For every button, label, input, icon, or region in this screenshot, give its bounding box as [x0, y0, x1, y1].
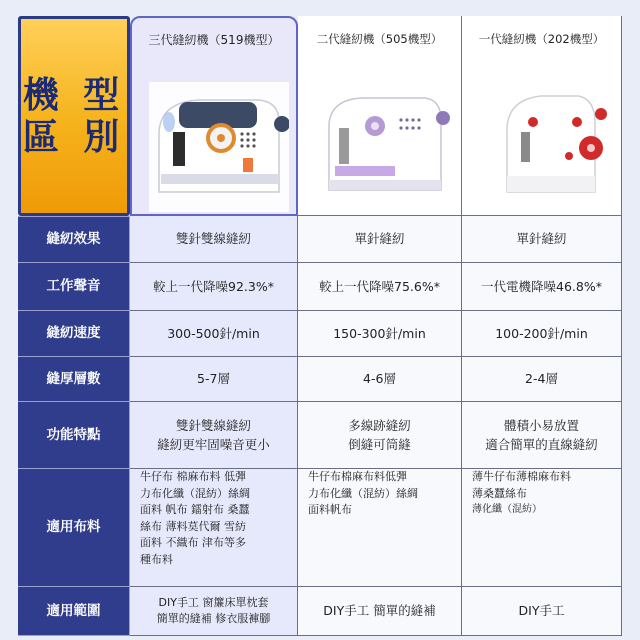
cell-noise-519: 較上一代降噪92.3%* [130, 263, 298, 311]
cell-effect-519: 雙針雙線縫紉 [130, 216, 298, 263]
text-line: 多線跡縫紉 [348, 417, 411, 433]
row-label-layers: 縫厚層數 [18, 357, 130, 402]
corner-title-box [18, 16, 130, 216]
cell-usage-505 [298, 587, 462, 636]
cell-features-505 [298, 402, 462, 469]
text-line: DIY手工 簡單的縫補 [323, 603, 436, 619]
text-line: DIY手工 [518, 603, 565, 619]
cell-features-519 [130, 402, 298, 469]
row-label-features: 功能特點 [18, 402, 130, 469]
text-line: 薄化纖（混紡） [472, 504, 542, 515]
model-header-505 [298, 16, 462, 216]
text-line: 倒縫可筒縫 [348, 437, 411, 452]
text-line: 縫紉更牢固噪音更小 [157, 437, 270, 452]
text-line: 雙針雙線縫紉 [175, 417, 251, 433]
cell-effect-202: 單針縫紉 [462, 216, 622, 263]
row-label-fabrics: 適用布料 [18, 469, 130, 587]
model-header-519 [130, 16, 298, 216]
cell-layers-505: 4-6層 [298, 357, 462, 402]
sewing-machine-505-image [305, 64, 455, 214]
model-name: 二代縫紉機（505機型） [316, 32, 443, 47]
row-label-noise: 工作聲音 [18, 263, 130, 311]
text-line: 牛仔布 棉麻布料 低彈 [140, 470, 246, 483]
sewing-machine-202-image [467, 64, 617, 214]
text-line: 面料帆布 [308, 503, 352, 516]
model-name: 一代縫紉機（202機型） [478, 32, 605, 47]
text-line: 薄桑蠶絲布 [472, 486, 527, 500]
cell-speed-202: 100-200針/min [462, 311, 622, 357]
cell-noise-505: 較上一代降噪75.6%* [298, 263, 462, 311]
cell-layers-519: 5-7層 [130, 357, 298, 402]
cell-fabrics-519 [130, 469, 298, 587]
cell-effect-505: 單針縫紉 [298, 216, 462, 263]
text-line: 面料 不織布 津布等多 [140, 536, 246, 549]
text-line: 體積小易放置 [503, 417, 579, 433]
cell-usage-519 [130, 587, 298, 636]
cell-speed-519: 300-500針/min [130, 311, 298, 357]
cell-layers-202: 2-4層 [462, 357, 622, 402]
model-name: 三代縫紉機（519機型） [148, 32, 280, 47]
model-header-202 [462, 16, 622, 216]
sewing-machine-519-image [139, 62, 289, 212]
text-line: 絲布 薄料莫代爾 雪紡 [140, 519, 246, 533]
row-label-usage: 適用範圍 [18, 587, 130, 636]
row-label-speed: 縫紉速度 [18, 311, 130, 357]
text-line: 力布化纖（混紡）絲綢 [308, 486, 418, 500]
text-line: 簡單的縫補 修衣服褲腳 [156, 612, 271, 625]
comparison-table [18, 16, 622, 626]
text-line: DIY手工 窗簾床單枕套 [158, 595, 269, 609]
corner-title: 機 型 區 別 [22, 73, 126, 158]
text-line: 種布料 [140, 552, 173, 566]
text-line: 適合簡單的直線縫紉 [485, 437, 598, 452]
cell-fabrics-202 [462, 469, 622, 587]
cell-features-202 [462, 402, 622, 469]
row-label-effect: 縫紉效果 [18, 216, 130, 263]
cell-speed-505: 150-300針/min [298, 311, 462, 357]
text-line: 薄牛仔布薄棉麻布料 [472, 470, 571, 483]
text-line: 牛仔布棉麻布料低彈 [308, 470, 407, 483]
cell-usage-202 [462, 587, 622, 636]
text-line: 面料 帆布 鐳射布 桑蠶 [140, 503, 250, 516]
cell-fabrics-505 [298, 469, 462, 587]
text-line: 力布化纖（混紡）絲綢 [140, 486, 250, 500]
cell-noise-202: 一代電機降噪46.8%* [462, 263, 622, 311]
